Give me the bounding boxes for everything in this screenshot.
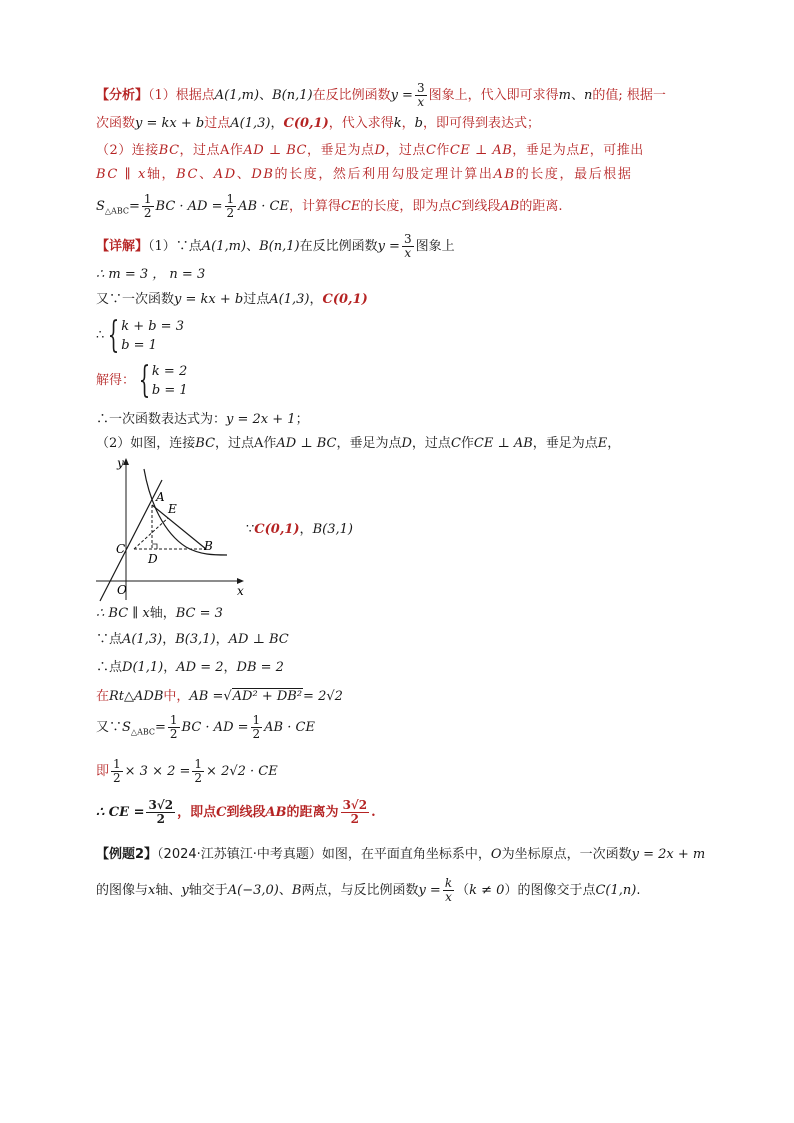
separator: ， <box>223 660 237 675</box>
point-o: O <box>490 847 502 862</box>
linear-function: y = kx + b <box>135 116 205 131</box>
var-b: b <box>414 116 423 131</box>
analysis-text: 的长度，最后根据 <box>515 167 633 182</box>
example-text: 为坐标原点，一次函数 <box>501 847 632 862</box>
step-line-6 <box>96 757 278 787</box>
analysis-text: （2）连接 <box>96 143 159 158</box>
seg-ab: AB <box>265 805 287 820</box>
step-line-1 <box>96 605 223 623</box>
var-n: n <box>583 88 593 103</box>
example-tag: 【例题2】 <box>96 847 158 862</box>
step-text: 到线段 <box>226 805 266 820</box>
point-a: A(1,m) <box>201 239 247 254</box>
label-o: O <box>117 583 127 597</box>
analysis-text: ，代入求得 <box>328 116 394 131</box>
label-b: B <box>204 539 213 553</box>
analysis-text: ，垂足为点 <box>512 143 580 158</box>
separator: ， <box>607 436 621 451</box>
fraction-half: $\frac{1}{2}$ <box>226 192 235 220</box>
bc-parallel-x: BC ∥ x <box>96 167 147 182</box>
detail-line-2: ∴ m = 3 ， n = 3 <box>96 267 206 282</box>
analysis-text: 过点 <box>204 116 231 131</box>
right-triangle-adb: Rt△ADB <box>109 689 164 704</box>
area-subscript: △ABC <box>104 206 129 216</box>
seg-db: DB <box>251 167 275 182</box>
area-s: S <box>96 199 105 214</box>
detail-text: ，垂足为点 <box>532 436 598 451</box>
paren-open: （ <box>456 883 470 898</box>
point-b31: B(3,1) <box>312 522 353 537</box>
var-k: k <box>393 116 402 131</box>
point-b: B(n,1) <box>272 88 313 103</box>
point-d11: D(1,1) <box>122 660 164 675</box>
analysis-text: （1）根据点 <box>148 88 215 103</box>
point-a13: A(1,3) <box>230 116 271 131</box>
step-text: 中， <box>163 689 190 704</box>
point-c-label: C <box>451 199 462 214</box>
ce-perp-ab: CE ⊥ AB <box>473 436 533 451</box>
analysis-text: 的值; 根据一 <box>592 88 666 103</box>
analysis-text: ，垂足为点 <box>306 143 375 158</box>
analysis-text: 的距离. <box>519 199 563 214</box>
step-text: 轴， <box>149 606 176 621</box>
seg-bc: BC <box>195 436 216 451</box>
k-nonzero: k ≠ 0 <box>469 883 505 898</box>
point-b-label: B <box>291 883 302 898</box>
separator: ， <box>163 660 177 675</box>
point-c-label: C <box>425 143 437 158</box>
linear-function: y = kx + b <box>174 292 244 307</box>
example-text: 轴交于 <box>188 883 228 898</box>
analysis-text: 图象上，代入即可求得 <box>428 88 559 103</box>
seg-ab: AB <box>493 167 516 182</box>
detail-text: 图象上 <box>415 239 455 254</box>
seg-ad: AD <box>213 167 237 182</box>
analysis-line-3 <box>96 142 644 160</box>
fraction-3-over-x: $\frac{3}{x}$ <box>403 232 412 260</box>
detail-text: （2）如图，连接 <box>96 436 196 451</box>
analysis-text: 在反比例函数 <box>312 88 391 103</box>
ad-perp-bc: AD ⊥ BC <box>276 436 337 451</box>
step-line-7 <box>96 797 376 829</box>
detail-text: ，过点A作 <box>215 436 277 451</box>
analysis-text: 次函数 <box>96 116 136 131</box>
sqrt-icon: √ <box>223 689 232 704</box>
analysis-text: 的长度，即为点 <box>360 199 452 214</box>
fraction-k-over-x: $\frac{k}{x}$ <box>444 876 453 904</box>
fraction-3root2-over-2: $\frac{3√2}{2}$ <box>342 798 368 826</box>
detail-text: 在反比例函数 <box>299 239 378 254</box>
analysis-line-1 <box>96 82 666 109</box>
example-text: ）的图像交于点 <box>504 883 596 898</box>
separator: 、 <box>246 239 260 254</box>
detail-line-6 <box>96 411 309 429</box>
analysis-tag: 【分析】 <box>96 88 149 103</box>
var-y: y <box>181 883 189 898</box>
area-subscript: △ABC <box>130 727 155 737</box>
var-x: x <box>148 883 156 898</box>
detail-text: ，垂足为点 <box>336 436 402 451</box>
step-line-5 <box>96 713 315 748</box>
step-text: 在 <box>96 689 110 704</box>
point-c: C(0,1) <box>254 522 300 537</box>
example-text: （2024·江苏镇江·中考真题）如图，在平面直角坐标系中， <box>157 847 491 862</box>
bc-ad: BC · AD = <box>155 199 223 214</box>
example-line-2 <box>96 876 640 906</box>
analysis-text: 作 <box>436 143 450 158</box>
detail-text: 又∵一次函数 <box>96 292 175 307</box>
ab-ce: AB · CE <box>238 199 289 214</box>
analysis-text: 轴， <box>146 167 177 182</box>
step-text: ∵点 <box>96 632 123 647</box>
linear-result: y = 2x + 1 <box>226 412 296 427</box>
func-y: y = <box>390 88 413 103</box>
seg-bc: BC <box>176 167 200 182</box>
point-c-label: C <box>216 805 227 820</box>
ab-equals: AB = <box>189 689 224 704</box>
seg-ab: AB <box>500 199 520 214</box>
y-axis-arrow-icon <box>123 458 129 465</box>
separator: ， <box>162 632 176 647</box>
point-d: D <box>374 143 386 158</box>
bc-ad: BC · AD = <box>181 720 249 735</box>
point-a13: A(1,3) <box>122 632 163 647</box>
analysis-text: ， <box>401 116 415 131</box>
left-product: × 3 × 2 = <box>124 764 191 779</box>
sqrt-radicand: AD² + DB² <box>232 689 303 704</box>
analysis-line-2 <box>96 115 540 133</box>
label-a: A <box>156 490 165 504</box>
point-d: D <box>401 436 412 451</box>
detail-text: 过点 <box>243 292 270 307</box>
linear-function: y = 2x + m <box>631 847 706 862</box>
ab-result: = 2√2 <box>303 689 343 704</box>
fraction-half: $\frac{1}{2}$ <box>252 713 261 741</box>
therefore-symbol: ∴ <box>96 328 105 343</box>
var-m: m <box>558 88 571 103</box>
bc-parallel-x: ∴ BC ∥ x <box>96 606 150 621</box>
label-e: E <box>168 502 177 516</box>
detail-text: ，过点 <box>411 436 451 451</box>
fraction-half: $\frac{1}{2}$ <box>169 713 178 741</box>
fraction-half: $\frac{1}{2}$ <box>143 192 152 220</box>
step-line-2 <box>96 631 289 649</box>
separator: ， <box>270 116 284 131</box>
fraction-3root2-over-2: $\frac{3√2}{2}$ <box>148 798 174 826</box>
label-x: x <box>237 584 244 598</box>
separator: 、 <box>259 88 273 103</box>
line-y-2x-1 <box>100 480 162 601</box>
detail-text: ∴一次函数表达式为： <box>96 412 227 427</box>
detail-text: （1）∵点 <box>148 239 202 254</box>
analysis-text: 到线段 <box>461 199 501 214</box>
detail-line-7 <box>96 435 620 453</box>
step-text: ，即点 <box>177 805 217 820</box>
seg-bc: BC <box>158 143 180 158</box>
separator: ， <box>309 292 323 307</box>
separator: ， <box>299 522 313 537</box>
equation-system: k + b = 3 b = 1 <box>121 318 184 353</box>
separator: 、 <box>570 88 584 103</box>
area-s: S <box>122 720 131 735</box>
ad-perp-bc: AD ⊥ BC <box>228 632 289 647</box>
analysis-line-5 <box>96 192 562 227</box>
label-y: y <box>117 456 124 470</box>
point-c1n: C(1,n) <box>595 883 637 898</box>
point-c-label: C <box>450 436 461 451</box>
period: . <box>636 883 641 898</box>
example-text: 轴、 <box>155 883 182 898</box>
separator: 、 <box>236 167 252 182</box>
period: . <box>371 805 376 820</box>
left-brace-icon: { <box>108 314 120 356</box>
seg-ce: CE <box>340 199 361 214</box>
detail-line-5 <box>96 361 188 401</box>
analysis-text: ，过点 <box>385 143 426 158</box>
point-a-neg3: A(−3,0) <box>227 883 279 898</box>
ce-perp-ab: CE ⊥ AB <box>449 143 513 158</box>
equation-system: k = 2 b = 1 <box>151 363 188 398</box>
detail-text: 作 <box>460 436 474 451</box>
example-text: 两点，与反比例函数 <box>301 883 419 898</box>
point-b: B(n,1) <box>259 239 300 254</box>
point-c: C(0,1) <box>322 292 368 307</box>
right-product: × 2√2 · CE <box>206 764 278 779</box>
step-text: ∴点 <box>96 660 123 675</box>
func-y: y = <box>418 883 441 898</box>
detail-line-4 <box>96 316 184 356</box>
geometry-figure <box>92 455 255 605</box>
step-text: 的距离为 <box>286 805 339 820</box>
figure-side-note <box>246 521 353 539</box>
separator: 、 <box>278 883 292 898</box>
point-a13: A(1,3) <box>269 292 310 307</box>
left-brace-icon: { <box>138 359 151 401</box>
right-angle-mark <box>152 544 157 549</box>
detail-tag: 【详解】 <box>96 239 149 254</box>
step-text: 又∵ <box>96 720 123 735</box>
fraction-half: $\frac{1}{2}$ <box>113 757 121 785</box>
separator: 、 <box>199 167 214 182</box>
hyperbola-curve <box>144 469 227 555</box>
detail-line-1 <box>96 233 455 260</box>
func-y: y = <box>377 239 400 254</box>
point-a: A(1,m) <box>214 88 260 103</box>
equals: = <box>128 199 140 214</box>
step-line-3 <box>96 659 284 677</box>
bc-length: BC = 3 <box>175 606 223 621</box>
analysis-text: ，可推出 <box>589 143 644 158</box>
ad-length: AD = 2 <box>176 660 224 675</box>
analysis-text: ，过点A作 <box>179 143 244 158</box>
point-e: E <box>597 436 608 451</box>
fraction-half: $\frac{1}{2}$ <box>194 757 203 785</box>
separator: ； <box>295 412 309 427</box>
step-text: 即 <box>96 764 110 779</box>
label-d: D <box>148 552 158 566</box>
analysis-line-4 <box>96 166 633 184</box>
ce-equals: ∴ CE = <box>96 805 145 820</box>
detail-line-3 <box>96 291 368 309</box>
equals: = <box>155 720 166 735</box>
ab-ce: AB · CE <box>264 720 315 735</box>
point-c: C(0,1) <box>283 116 329 131</box>
analysis-text: 的长度，然后利用勾股定理计算出 <box>274 167 494 182</box>
point-e: E <box>579 143 590 158</box>
separator: ， <box>215 632 229 647</box>
point-b31: B(3,1) <box>175 632 216 647</box>
fraction-3-over-x: $\frac{3}{x}$ <box>416 81 425 109</box>
solve-label: 解得： <box>96 373 136 388</box>
db-length: DB = 2 <box>236 660 284 675</box>
because-symbol: ∵ <box>246 522 255 537</box>
ad-perp-bc: AD ⊥ BC <box>243 143 307 158</box>
example-line-1 <box>96 846 705 864</box>
example-text: 的图像与 <box>96 883 149 898</box>
step-line-4 <box>96 688 343 706</box>
analysis-text: ，即可得到表达式； <box>422 116 540 131</box>
label-c: C <box>116 542 126 556</box>
analysis-text: ，计算得 <box>288 199 341 214</box>
